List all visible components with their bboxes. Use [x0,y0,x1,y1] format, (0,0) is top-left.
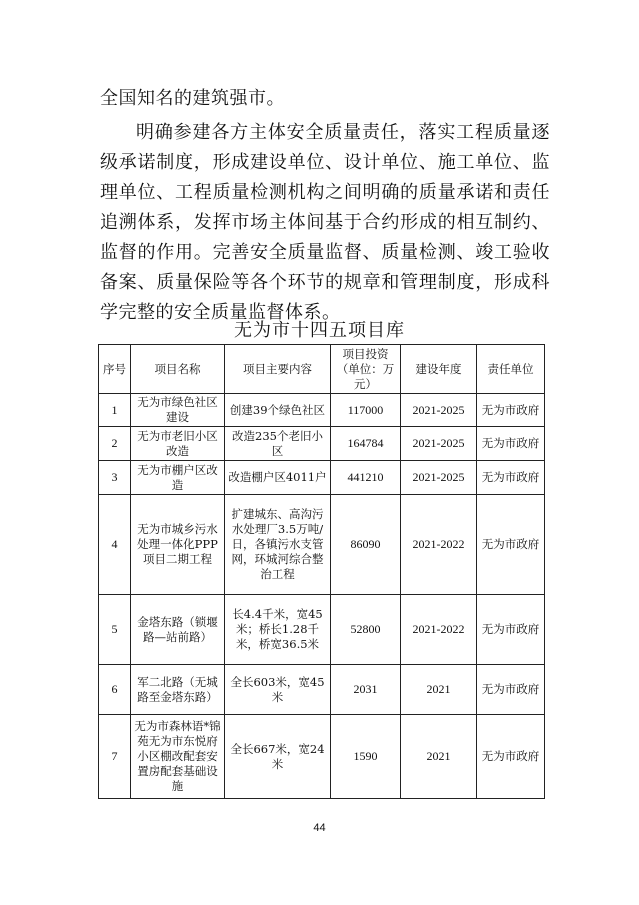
cell-investment: 441210 [331,461,401,495]
cell-name: 军二北路（无城路至金塔东路） [131,665,225,715]
cell-unit: 无为市政府 [477,595,545,665]
header-content: 项目主要内容 [225,345,331,394]
cell-investment: 117000 [331,394,401,427]
table-row [99,427,545,461]
table-row [99,394,545,427]
cell-year: 2021-2025 [401,394,477,427]
cell-seq: 5 [99,595,131,665]
cell-content: 扩建城东、高沟污水处理厂3.5万吨/日，各镇污水支管网，环城河综合整治工程 [225,495,331,595]
table-row [99,495,545,595]
cell-seq: 1 [99,394,131,427]
header-name: 项目名称 [131,345,225,394]
cell-content: 全长603米，宽45米 [225,665,331,715]
cell-name: 无为市老旧小区改造 [131,427,225,461]
cell-year: 2021 [401,665,477,715]
cell-seq: 7 [99,715,131,799]
cell-name: 无为市绿色社区建设 [131,394,225,427]
header-unit: 责任单位 [477,345,545,394]
table-row [99,665,545,715]
cell-seq: 4 [99,495,131,595]
header-investment: 项目投资（单位：万元） [331,345,401,394]
cell-unit: 无为市政府 [477,665,545,715]
body-paragraph-1: 全国知名的建筑强市。 [100,88,285,109]
cell-content: 创建39个绿色社区 [225,394,331,427]
cell-unit: 无为市政府 [477,715,545,799]
table-row [99,715,545,799]
cell-content: 改造棚户区4011户 [225,461,331,495]
cell-year: 2021-2022 [401,495,477,595]
cell-unit: 无为市政府 [477,427,545,461]
header-year: 建设年度 [401,345,477,394]
cell-name: 无为市森林语*锦苑无为市东悦府小区棚改配套安置房配套基础设施 [131,715,225,799]
cell-content: 改造235个老旧小区 [225,427,331,461]
project-table [98,344,545,799]
cell-seq: 2 [99,427,131,461]
cell-year: 2021-2025 [401,461,477,495]
table-row [99,461,545,495]
body-paragraph-2: 明确参建各方主体安全质量责任，落实工程质量逐级承诺制度，形成建设单位、设计单位、施工单位、监理单位、工程质量检测机构之间明确的质量承诺和责任追溯体系，发挥市场主体间基于合约形成的相互制约、监督的作用。完善安全质量监督、质量检测、竣工验收备案、质量保险等各个环节的规章和管理制度，形成科学完整的安全质量监督体系。 [100,122,550,323]
table-caption: 无为市十四五项目库 [234,320,405,341]
header-seq: 序号 [99,345,131,394]
cell-name: 金塔东路（锁堰路—站前路） [131,595,225,665]
cell-investment: 164784 [331,427,401,461]
cell-seq: 6 [99,665,131,715]
cell-year: 2021 [401,715,477,799]
cell-name: 无为市棚户区改造 [131,461,225,495]
cell-unit: 无为市政府 [477,461,545,495]
cell-year: 2021-2025 [401,427,477,461]
cell-content: 全长667米，宽24米 [225,715,331,799]
cell-content: 长4.4千米，宽45米；桥长1.28千米，桥宽36.5米 [225,595,331,665]
cell-investment: 52800 [331,595,401,665]
cell-seq: 3 [99,461,131,495]
page-number: 44 [313,822,326,834]
cell-investment: 2031 [331,665,401,715]
table-header-row [99,345,545,394]
cell-name: 无为市城乡污水处理一体化PPP项目二期工程 [131,495,225,595]
cell-investment: 86090 [331,495,401,595]
cell-unit: 无为市政府 [477,394,545,427]
cell-investment: 1590 [331,715,401,799]
cell-year: 2021-2022 [401,595,477,665]
cell-unit: 无为市政府 [477,495,545,595]
table-row [99,595,545,665]
